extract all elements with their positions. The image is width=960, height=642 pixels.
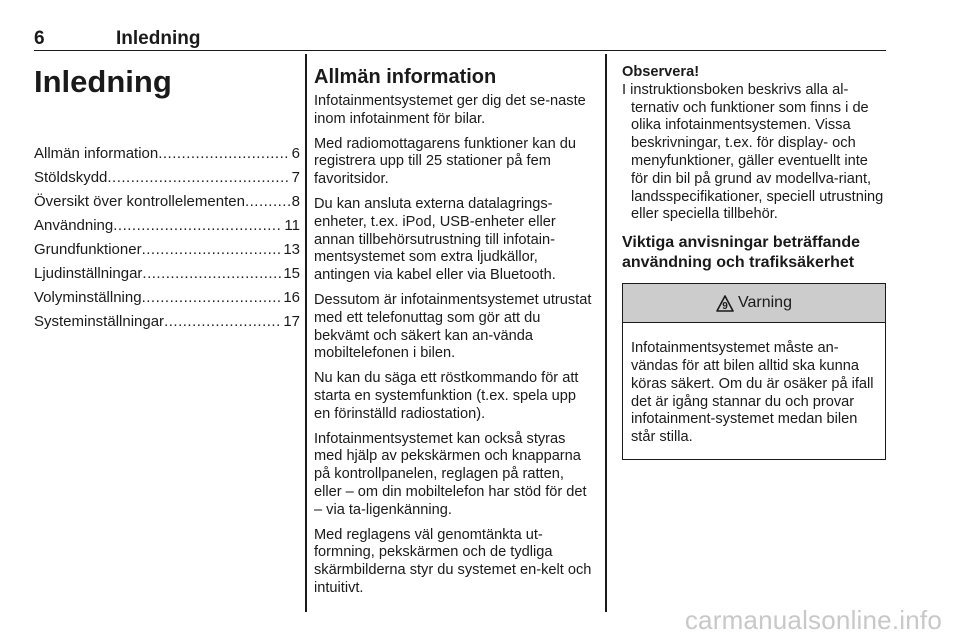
toc-item[interactable] <box>34 310 300 334</box>
toc-item-page: 16 <box>283 289 300 306</box>
toc-item-label: Ljudinställningar <box>34 265 143 282</box>
toc-item[interactable] <box>34 166 300 190</box>
column-divider-right <box>605 54 607 612</box>
warning-text: Infotainmentsystemet måste an-vändas för att bilen alltid ska kunna köras säkert. Om du är osäker på ifall det är igång stannar du och provar infotainment-systemet medan bilen står stilla. <box>631 340 874 446</box>
toc-item-label: Allmän information <box>34 145 159 162</box>
table-of-contents <box>34 142 300 334</box>
section-title: Allmän information <box>314 66 497 88</box>
body-paragraph: Dessutom är infotainmentsystemet utrustat med ett telefonuttag som gör att du bekvämt och säkert kan an-vända mobiltelefonen i bilen. <box>314 291 592 362</box>
body-paragraph: Infotainmentsystemet ger dig det se-naste inom infotainment för bilar. <box>314 93 586 127</box>
notes-column <box>622 64 886 460</box>
toc-leader-dots <box>142 286 282 310</box>
toc-item[interactable] <box>34 286 300 310</box>
safety-heading: Viktiga anvisningar beträffande användning och trafiksäkerhet <box>622 234 860 272</box>
toc-item[interactable] <box>34 190 300 214</box>
toc-item-page: 6 <box>291 145 300 162</box>
toc-item[interactable] <box>34 214 300 238</box>
general-info-column <box>314 64 592 605</box>
toc-column <box>34 64 300 334</box>
toc-item-page: 13 <box>283 241 300 258</box>
chapter-title: Inledning <box>34 64 172 99</box>
toc-item-page: 11 <box>284 217 300 234</box>
toc-leader-dots <box>142 262 281 286</box>
toc-leader-dots <box>158 142 289 166</box>
toc-item-page: 7 <box>291 169 300 186</box>
toc-item-page: 15 <box>283 265 300 282</box>
warning-box <box>622 283 886 460</box>
column-divider-left <box>305 54 307 612</box>
toc-item-label: Volyminställning <box>34 289 142 306</box>
toc-leader-dots <box>107 166 289 190</box>
body-paragraph: Du kan ansluta externa datalagrings-enheter, t.ex. iPod, USB-enheter eller annan tillbehörsutrustning till infotain-mentsystemet som extra ljudkällor, antingen via kabel eller via Bluetooth. <box>314 195 556 284</box>
warning-title: Varning <box>738 294 792 312</box>
warning-header <box>623 284 885 323</box>
warning-triangle-icon <box>716 295 734 312</box>
note-title: Observera! <box>622 64 700 80</box>
page-number: 6 <box>34 28 45 49</box>
toc-item-label: Systeminställningar <box>34 313 165 330</box>
watermark: carmanualsonline.info <box>684 605 942 635</box>
toc-leader-dots <box>142 238 282 262</box>
toc-item-label: Användning <box>34 217 114 234</box>
toc-item-label: Översikt över kontrollelementen <box>34 193 245 210</box>
toc-leader-dots <box>164 310 281 334</box>
toc-item-page: 8 <box>291 193 300 210</box>
body-paragraph: Med radiomottagarens funktioner kan du registrera upp till 25 stationer på fem favoritsidor. <box>314 135 577 188</box>
running-title: Inledning <box>116 28 201 49</box>
toc-item[interactable] <box>34 262 300 286</box>
toc-item[interactable] <box>34 142 300 166</box>
toc-item-page: 17 <box>283 313 300 330</box>
warning-icon-number: 9 <box>722 300 728 312</box>
toc-item[interactable] <box>34 238 300 262</box>
note-text: I instruktionsboken beskrivs alla al-ternativ och funktioner som finns i de olika infotainmentsystemen. Vissa beskrivningar, t.ex. för display- och menyfunktioner, gäller eventuellt inte för din bil på grund av modellva-riant, landsspecifikationer, speciell utrustning eller speciella tillbehör. <box>622 81 884 223</box>
page-header <box>34 28 886 51</box>
body-paragraph: Med reglagens väl genomtänkta ut-formning, pekskärmen och de tydliga skärmbilderna styr du systemet en-kelt och intuitivt. <box>314 526 592 596</box>
toc-leader-dots <box>245 190 290 214</box>
toc-leader-dots <box>113 214 282 238</box>
toc-item-label: Grundfunktioner <box>34 241 142 258</box>
body-paragraph: Nu kan du säga ett röstkommando för att starta en systemfunktion (t.ex. spela upp en förinställd radiostation). <box>314 370 579 422</box>
body-paragraph: Infotainmentsystemet kan också styras med hjälp av pekskärmen och knapparna på kontrollpanelen, reglagen på ratten, eller – om din mobiltelefon har stöd för det – via ta-ligenkänning. <box>314 430 587 518</box>
toc-item-label: Stöldskydd <box>34 169 108 186</box>
